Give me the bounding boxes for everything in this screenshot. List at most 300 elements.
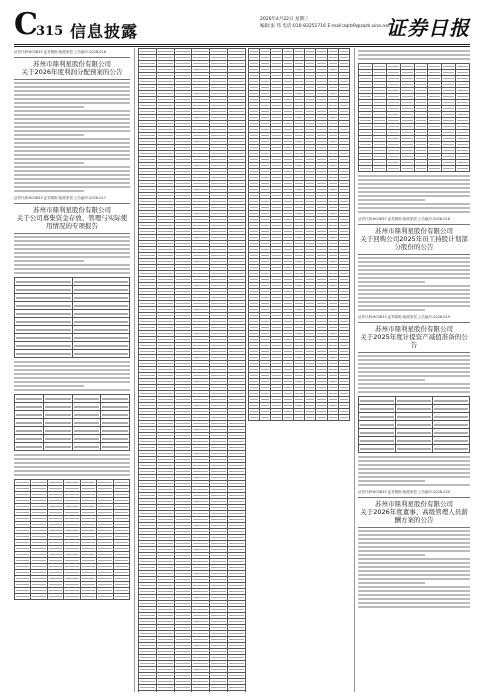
funds-usage-table (14, 394, 130, 451)
text-line (14, 462, 130, 464)
table-row (15, 302, 130, 310)
table-row (359, 421, 470, 429)
table-cell (101, 395, 130, 403)
table-row (15, 278, 130, 286)
masthead-rule (14, 44, 470, 45)
announcement-body (14, 82, 130, 192)
table-cell (15, 318, 73, 326)
investment-table (138, 48, 246, 692)
text-line (358, 277, 470, 279)
table-cell (101, 435, 130, 443)
text-line (358, 558, 470, 560)
text-line (358, 578, 470, 580)
table-cell (428, 166, 442, 172)
text-line (358, 207, 470, 209)
table-cell (15, 310, 73, 318)
announcement-3 (358, 217, 470, 311)
text-line (358, 293, 470, 295)
text-line (14, 268, 130, 270)
table-row (139, 691, 246, 693)
text-line (358, 484, 470, 486)
table-cell (338, 415, 349, 421)
investment-table (248, 48, 350, 421)
announcement-heading (358, 227, 470, 251)
table-cell (156, 691, 174, 693)
text-line (14, 389, 130, 391)
text-line (358, 606, 470, 608)
text-line (358, 460, 470, 462)
text-line (14, 166, 130, 168)
text-line (358, 534, 470, 536)
text-line (14, 110, 130, 112)
table-cell (396, 397, 433, 405)
text-line (358, 50, 470, 52)
table-cell (15, 334, 73, 342)
announcement-title: 关于2025年度计提资产减值准备的公告 (360, 333, 468, 349)
announcement-5 (358, 490, 470, 608)
text-line (358, 464, 470, 466)
text-line (358, 203, 470, 205)
announcement-code-line: 证券代码:603833 证券简称:欧派家居 公告编号:2026-016 (14, 50, 106, 54)
announcement-code-line: 证券代码:603833 证券简称:欧派家居 公告编号:2026-018 (358, 217, 450, 221)
column-divider (354, 48, 355, 692)
announcement-body (14, 454, 130, 476)
announcement-company: 苏州市鼎利星股份有限公司 (375, 227, 453, 235)
table-cell (72, 310, 130, 318)
text-line (358, 550, 470, 552)
table-row (15, 419, 130, 427)
announcement-body (358, 456, 470, 486)
table-cell (72, 318, 130, 326)
table-cell (72, 286, 130, 294)
text-line (14, 256, 130, 258)
table-cell (72, 334, 130, 342)
table-row (15, 318, 130, 326)
table-cell (72, 395, 101, 403)
table-row (15, 294, 130, 302)
table-cell (442, 166, 456, 172)
table-cell (31, 594, 47, 600)
table-cell (43, 411, 72, 419)
text-line (14, 248, 130, 250)
text-line (358, 355, 470, 357)
announcement-body (358, 355, 470, 393)
text-line (358, 195, 470, 197)
table-row (15, 395, 130, 403)
text-line (14, 134, 84, 136)
text-line (14, 252, 130, 254)
table-cell (72, 403, 101, 411)
text-line (358, 598, 470, 600)
table-row (15, 342, 130, 350)
announcement-title: 关于2026年度利润分配预案的公告 (21, 68, 123, 76)
table-row (15, 286, 130, 294)
text-line (14, 385, 84, 387)
table-cell (433, 405, 470, 413)
text-line (358, 566, 470, 568)
table-row (359, 445, 470, 453)
table-cell (260, 415, 271, 421)
text-line (358, 375, 470, 377)
text-line (14, 130, 130, 132)
text-line (358, 367, 470, 369)
table-cell (97, 594, 113, 600)
text-line (14, 114, 130, 116)
table-cell (15, 342, 73, 350)
table-cell (359, 421, 396, 429)
table-row (15, 443, 130, 451)
table-cell (15, 395, 44, 403)
table-row (359, 397, 470, 405)
table-cell (359, 437, 396, 445)
text-line (14, 142, 130, 144)
table-cell (64, 594, 80, 600)
text-line (14, 106, 84, 108)
announcement-company: 苏州市鼎利星股份有限公司 (33, 206, 111, 214)
table-cell (15, 294, 73, 302)
announcement-company: 苏州市鼎利星股份有限公司 (375, 500, 453, 508)
table-cell (210, 691, 228, 693)
text-line (14, 377, 130, 379)
table-cell (305, 415, 316, 421)
table-cell (433, 429, 470, 437)
table-cell (396, 421, 433, 429)
announcement-title: 关于2026年度董事、高级管理人员薪酬方案的公告 (360, 508, 468, 524)
announcement-company: 苏州市鼎利星股份有限公司 (33, 60, 111, 68)
text-line (14, 158, 130, 160)
masthead-meta (260, 16, 390, 30)
text-line (14, 369, 130, 371)
table-row (359, 429, 470, 437)
holdings-table (358, 63, 470, 172)
text-line (14, 82, 130, 84)
editor-line: 编辑:张 伟 电话:010-83251716 E-mail:zqrb9@zqrb.sina.net (260, 24, 390, 29)
continued-body (358, 50, 470, 60)
text-line (14, 102, 130, 104)
table-row (15, 435, 130, 443)
table-cell (15, 278, 73, 286)
text-line (14, 236, 130, 238)
text-line (14, 264, 130, 266)
table-cell (15, 435, 44, 443)
text-line (358, 594, 470, 596)
table-cell (15, 286, 73, 294)
text-line (14, 365, 130, 367)
text-line (14, 381, 130, 383)
text-line (358, 58, 470, 60)
table-row (15, 403, 130, 411)
table-cell (386, 166, 400, 172)
table-cell (15, 443, 44, 451)
announcement-heading (358, 500, 470, 524)
text-line (358, 546, 470, 548)
table-cell (72, 435, 101, 443)
table-cell (359, 397, 396, 405)
text-line (14, 146, 130, 148)
announcement-title: 关于回购公司2025年员工持股计划部分股份的公告 (360, 235, 468, 251)
text-line (358, 261, 470, 263)
table-cell (316, 415, 327, 421)
text-line (14, 138, 130, 140)
table-cell (72, 302, 130, 310)
table-cell (72, 278, 130, 286)
text-line (358, 530, 470, 532)
text-line (358, 363, 470, 365)
text-line (14, 122, 130, 124)
text-line (358, 582, 425, 584)
table-cell (72, 342, 130, 350)
announcement-company: 苏州市鼎利星股份有限公司 (375, 325, 453, 333)
table-cell (43, 395, 72, 403)
table-row (359, 166, 470, 172)
table-cell (72, 326, 130, 334)
text-line (358, 285, 470, 287)
funds-table (14, 277, 130, 358)
table-row (359, 437, 470, 445)
table-row (15, 427, 130, 435)
table-cell (15, 350, 73, 358)
table-row (359, 413, 470, 421)
table-cell (72, 411, 101, 419)
table-cell (192, 691, 210, 693)
text-line (358, 273, 470, 275)
text-line (358, 472, 470, 474)
table-cell (15, 403, 44, 411)
table-cell (359, 405, 396, 413)
section-letter: C (14, 7, 38, 42)
text-line (14, 126, 130, 128)
text-line (14, 474, 130, 476)
announcement-code-line: 证券代码:603833 证券简称:欧派家居 公告编号:2026-017 (14, 196, 106, 200)
text-line (358, 476, 470, 478)
text-line (358, 570, 470, 572)
text-line (358, 359, 470, 361)
table-cell (327, 415, 338, 421)
text-line (358, 309, 425, 311)
text-line (358, 257, 470, 259)
announcement-1 (14, 50, 130, 192)
announcement-body (14, 236, 130, 274)
text-line (14, 466, 130, 468)
table-cell (15, 419, 44, 427)
text-line (14, 98, 130, 100)
table-cell (15, 427, 44, 435)
text-line (14, 162, 84, 164)
table-cell (43, 403, 72, 411)
text-line (14, 182, 130, 184)
text-line (358, 54, 470, 56)
announcement-4 (358, 315, 470, 486)
table-cell (139, 691, 157, 693)
text-line (358, 175, 470, 177)
table-cell (72, 350, 130, 358)
announcement-heading (14, 206, 130, 230)
text-line (358, 269, 470, 271)
table-row (359, 405, 470, 413)
masthead-rule-thin (14, 46, 470, 47)
text-line (358, 281, 425, 283)
table-cell (359, 445, 396, 453)
column-left (14, 48, 130, 692)
table-cell (271, 415, 282, 421)
table-cell (433, 421, 470, 429)
text-line (358, 468, 470, 470)
text-line (358, 387, 470, 389)
text-line (14, 240, 130, 242)
table-cell (72, 427, 101, 435)
text-line (14, 458, 130, 460)
table-cell (43, 427, 72, 435)
text-line (14, 361, 130, 363)
section-name: 信息披露 (70, 22, 139, 41)
table-row (15, 594, 130, 600)
table-cell (43, 419, 72, 427)
table-cell (396, 437, 433, 445)
table-cell (433, 437, 470, 445)
table-row (15, 310, 130, 318)
table-cell (101, 427, 130, 435)
text-line (358, 305, 470, 307)
table-cell (359, 429, 396, 437)
table-cell (249, 415, 260, 421)
text-line (14, 174, 130, 176)
text-line (358, 297, 470, 299)
text-line (358, 379, 425, 381)
table-cell (372, 166, 386, 172)
table-cell (414, 166, 428, 172)
text-line (358, 602, 470, 604)
table-cell (433, 413, 470, 421)
text-line (14, 272, 130, 274)
announcement-title: 关于公司募集资金存放、管理与实际使用情况的专项报告 (16, 214, 128, 230)
table-cell (113, 594, 129, 600)
announcement-code-line: 证券代码:603833 证券简称:欧派家居 公告编号:2026-019 (358, 315, 450, 319)
text-line (358, 542, 470, 544)
table-cell (101, 411, 130, 419)
table-cell (174, 691, 192, 693)
text-line (14, 454, 130, 456)
table-cell (47, 594, 63, 600)
table-row (15, 334, 130, 342)
text-line (358, 574, 470, 576)
text-line (358, 191, 470, 193)
table-cell (228, 691, 246, 693)
table-cell (101, 443, 130, 451)
table-cell (72, 419, 101, 427)
text-line (14, 150, 130, 152)
table-cell (359, 413, 396, 421)
text-line (14, 86, 130, 88)
column-right (358, 48, 470, 692)
text-line (358, 590, 470, 592)
table-row (15, 411, 130, 419)
impairment-table (358, 396, 470, 453)
page-number: 315 (36, 24, 64, 39)
announcement-code-line: 证券代码:603833 证券简称:欧派家居 公告编号:2026-020 (358, 490, 450, 494)
text-line (358, 289, 470, 291)
table-cell (101, 419, 130, 427)
table-cell (433, 397, 470, 405)
announcement-body (14, 361, 130, 391)
table-cell (400, 166, 414, 172)
text-line (14, 260, 84, 262)
table-cell (396, 429, 433, 437)
table-cell (72, 443, 101, 451)
text-line (14, 154, 130, 156)
table-cell (396, 405, 433, 413)
column-middle (138, 48, 350, 692)
table-cell (15, 326, 73, 334)
announcement-heading (14, 60, 130, 76)
text-line (14, 470, 130, 472)
text-line (358, 199, 425, 201)
table-cell (43, 443, 72, 451)
masthead (14, 7, 470, 44)
table-cell (43, 435, 72, 443)
table-cell (359, 166, 373, 172)
newspaper-logo: 证券日报 (386, 16, 470, 40)
continued-body (358, 175, 470, 213)
text-line (358, 301, 470, 303)
table-cell (282, 415, 293, 421)
table-row (15, 350, 130, 358)
table-cell (72, 294, 130, 302)
text-line (14, 186, 130, 188)
table-cell (101, 403, 130, 411)
table-row (15, 326, 130, 334)
text-line (358, 456, 470, 458)
announcement-body (358, 257, 470, 311)
table-cell (396, 413, 433, 421)
text-line (14, 178, 130, 180)
text-line (14, 373, 130, 375)
text-line (358, 211, 470, 213)
text-line (358, 391, 470, 393)
text-line (14, 94, 130, 96)
table-cell (396, 445, 433, 453)
table-cell (15, 411, 44, 419)
text-line (358, 187, 470, 189)
date-line: 2026年4月22日 星期三 (260, 17, 309, 22)
table-cell (456, 166, 470, 172)
text-line (14, 244, 130, 246)
table-cell (15, 594, 31, 600)
text-line (358, 265, 470, 267)
text-line (14, 170, 130, 172)
funds-detail-table (14, 479, 130, 600)
table-cell (433, 445, 470, 453)
text-line (358, 383, 470, 385)
table-cell (293, 415, 304, 421)
text-line (358, 562, 470, 564)
table-cell (15, 302, 73, 310)
text-line (358, 371, 470, 373)
announcement-body (358, 530, 470, 608)
text-line (14, 118, 130, 120)
text-line (358, 554, 425, 556)
announcement-2 (14, 196, 130, 600)
text-line (14, 190, 84, 192)
text-line (358, 183, 470, 185)
text-line (14, 90, 130, 92)
table-row (249, 415, 350, 421)
announcement-heading (358, 325, 470, 349)
table-cell (80, 594, 96, 600)
column-divider (134, 48, 135, 692)
text-line (358, 480, 425, 482)
text-line (358, 179, 470, 181)
text-line (358, 538, 470, 540)
